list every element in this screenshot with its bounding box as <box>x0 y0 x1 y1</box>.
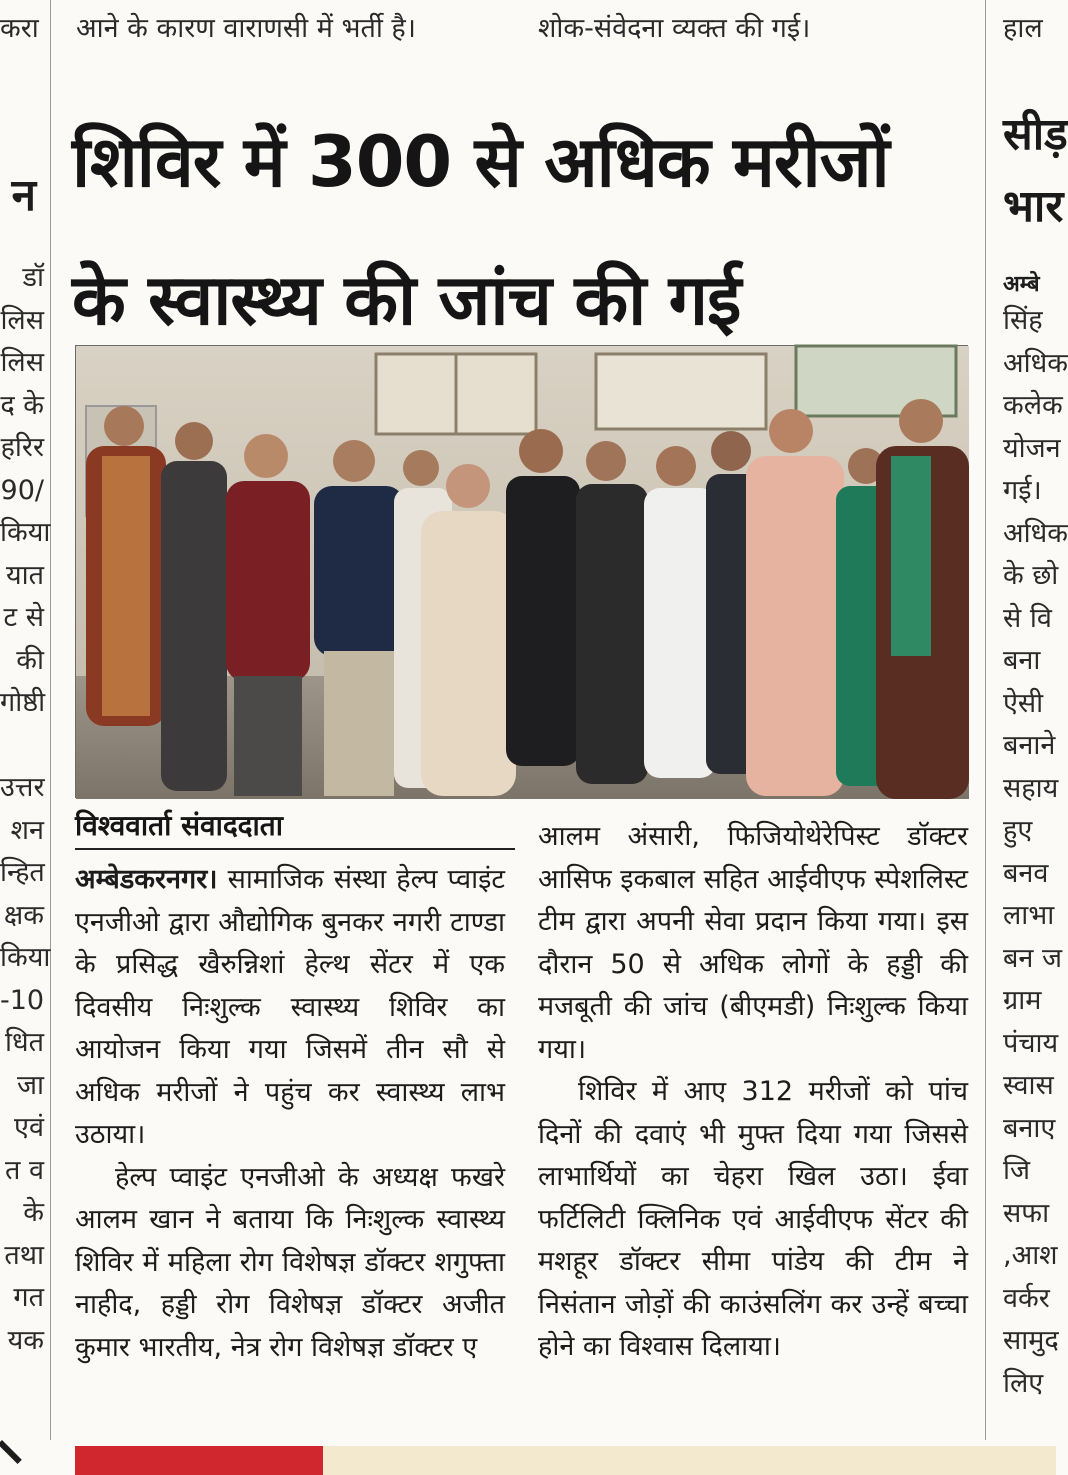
article-headline <box>72 93 977 369</box>
left-column-line: किया <box>0 942 51 973</box>
left-column-line: धित <box>5 1027 44 1058</box>
article-body-column-1 <box>75 859 505 1369</box>
right-column-line: बन ज <box>1003 942 1063 974</box>
column-rule-right <box>985 0 986 1440</box>
right-column-line: कलेक <box>1003 390 1063 421</box>
left-column-line: न्हित <box>0 857 45 888</box>
left-column-line: की <box>16 644 44 676</box>
left-column-line: हरिर <box>0 432 44 463</box>
right-column-line: बनाने <box>1003 730 1056 761</box>
left-column-heading: न <box>11 170 36 221</box>
next-story-banner <box>75 1446 323 1475</box>
left-column-line: लिस <box>0 347 44 378</box>
right-column-line: सहाय <box>1003 772 1059 804</box>
right-story-heading-line2: भार <box>1003 181 1064 232</box>
left-column-line: गत <box>13 1282 44 1313</box>
left-column-line: क्षक <box>3 899 44 931</box>
paragraph-1-text: सामाजिक संस्था हेल्प प्वाइंट एनजीओ द्वारा औद्योगिक बुनकर नगरी टाण्डा के प्रसिद्ध खैरुन्निशां हेल्थ सेंटर में एक दिवसीय निःशुल्क स्वास्थ्य शिविर का आयोजन किया गया जिसमें तीन सौ से अधिक मरीजों ने पहुंच कर स्वास्थ्य लाभ उठाया। <box>75 864 505 1150</box>
right-column-line: से वि <box>1003 602 1052 634</box>
article-body-column-2 <box>538 816 968 1369</box>
right-column-line: हुए <box>1003 815 1033 846</box>
left-column-line: ट से <box>3 602 44 633</box>
right-column-line: योजन <box>1003 432 1061 464</box>
right-column-line: ,आश <box>1003 1240 1058 1271</box>
left-column-line: एवं <box>14 1112 44 1143</box>
right-column-line: बना <box>1003 645 1041 676</box>
group-photo-image <box>76 346 969 799</box>
right-story-kicker: अम्बे <box>1003 272 1040 297</box>
right-column-line: वर्कर <box>1003 1282 1050 1314</box>
left-column-line: यक <box>7 1324 44 1356</box>
right-story-heading-line1: सीड़ <box>1003 109 1068 160</box>
paragraph-2: हेल्प प्वाइंट एनजीओ के अध्यक्ष फखरे आलम खान ने बताया कि निःशुल्क स्वास्थ्य शिविर में महिला रोग विशेषज्ञ डॉक्टर शगुफ्ता नाहीद, हड्डी रोग विशेषज्ञ डॉक्टर अजीत कुमार भारतीय, नेत्र रोग विशेषज्ञ डॉक्टर ए <box>75 1161 505 1363</box>
left-column-line: गोष्ठी <box>0 687 46 718</box>
column-rule-left <box>50 0 51 1440</box>
next-story-strip <box>323 1446 1056 1475</box>
right-column-line: पंचाय <box>1003 1027 1059 1059</box>
paragraph-4: शिविर में आए 312 मरीजों को पांच दिनों की दवाएं भी मुफ्त दिया गया जिससे लाभार्थियों का चेहरा खिल उठा। ईवा फर्टिलिटी क्लिनिक एवं आईवीएफ सेंटर की मशहूर डॉक्टर सीमा पांडेय की टीम ने निसंतान जोड़ों की काउंसलिंग कर उन्हें बच्चा होने का विश्वास दिलाया। <box>538 1076 968 1362</box>
left-column-line: जा <box>16 1069 44 1101</box>
right-column-line: सामुद <box>1003 1325 1059 1356</box>
left-column-line <box>0 725 44 768</box>
right-column-line: सफा <box>1003 1197 1050 1229</box>
right-column-line: स्वास <box>1003 1070 1054 1101</box>
left-column-line: तथा <box>4 1239 44 1271</box>
byline-underline <box>75 848 515 850</box>
left-column-line: डॉ <box>22 262 44 293</box>
bottom-slash-mark <box>0 1440 22 1464</box>
right-column-line: सिंह <box>1003 305 1043 336</box>
left-column-line: शन <box>10 814 44 846</box>
headline-line-2: के स्वास्थ्य की जांच की गई <box>72 259 741 341</box>
right-story-heading <box>1003 99 1068 243</box>
headline-line-1: शिविर में 300 से अधिक मरीजों <box>72 121 889 203</box>
right-column-line: लाभा <box>1003 900 1055 931</box>
left-column-line: लिस <box>0 304 44 336</box>
left-column-line: 90/ <box>0 474 44 506</box>
left-column-line: त व <box>5 1154 44 1186</box>
left-column-line: -10 <box>0 984 45 1016</box>
left-column-line: द के <box>0 389 44 421</box>
dateline: अम्बेडकरनगर। <box>75 864 218 895</box>
right-column-line: के छो <box>1003 560 1059 591</box>
top-fragment-col2: शोक-संवेदना व्यक्त की गई। <box>538 13 811 44</box>
group-photo <box>75 345 968 798</box>
top-fragment-right: हाल <box>1003 13 1043 44</box>
right-column-line: लिए <box>1003 1367 1044 1399</box>
right-column-line: गई। <box>1003 475 1042 506</box>
right-column-line: ऐसी <box>1003 687 1044 719</box>
right-column-line: बनाए <box>1003 1112 1056 1144</box>
article-byline: विश्ववार्ता संवाददाता <box>75 809 284 842</box>
paragraph-3: आलम अंसारी, फिजियोथेरेपिस्ट डॉक्टर आसिफ इकबाल सहित आईवीएफ स्पेशलिस्ट टीम द्वारा अपनी सेवा प्रदान किया गया। इस दौरान 50 से अधिक लोगों के हड्डी की मजबूती की जांच (बीएमडी) निःशुल्क किया गया। <box>538 821 968 1065</box>
right-column-line: अधिक <box>1003 517 1068 549</box>
left-column-line: किया <box>0 517 51 548</box>
right-column-line: अधिक <box>1003 347 1068 379</box>
right-column-line: जि <box>1003 1155 1031 1186</box>
right-column-text <box>1003 300 1068 1405</box>
top-fragment-left: करा <box>0 13 39 44</box>
left-column-line: के <box>23 1197 44 1228</box>
paragraph-1 <box>75 859 505 1157</box>
left-column-line: उत्तर <box>0 772 45 803</box>
left-column-text <box>0 257 51 1362</box>
right-column-line: बनव <box>1003 857 1049 889</box>
top-fragment-col1: आने के कारण वाराणसी में भर्ती है। <box>76 13 416 44</box>
left-column-line: यात <box>5 559 44 591</box>
right-column-line: ग्राम <box>1003 985 1042 1016</box>
